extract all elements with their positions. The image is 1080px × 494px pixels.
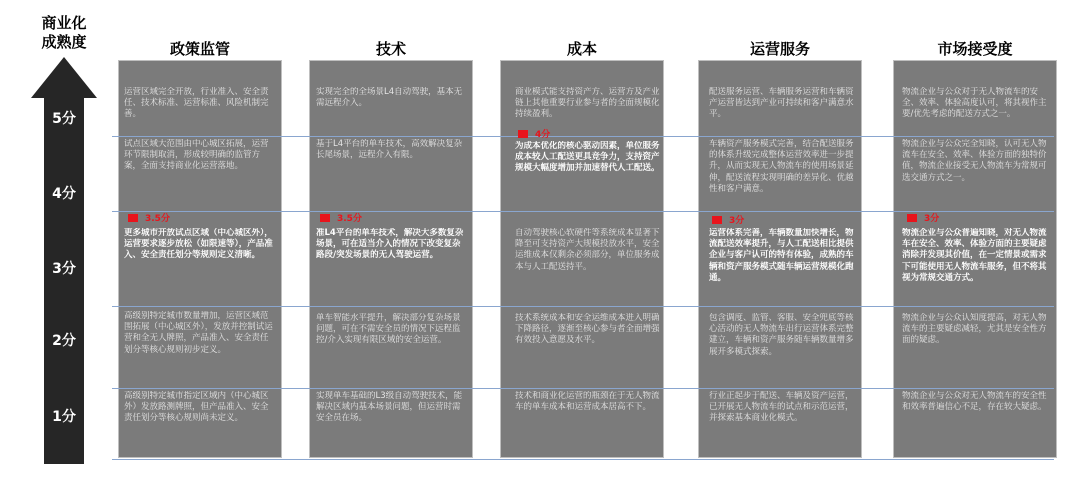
level-label-1: 1分 — [52, 409, 76, 425]
cost-level-3: 自动驾驶核心软硬件等系统成本显著下降至可支持资产大规模投放水平，安全运维成本仅剩余必须部分，单位服务成本与人工配送持平。 — [515, 228, 660, 272]
level-label-3: 3分 — [52, 261, 76, 277]
market-level-3: 物流企业与公众普遍知晓，对无人物流车在安全、效率、体验方面的主要疑虑消除并发现其价值，在一定情景或需求下可能使用无人物流车服务，但不将其视为常规交通方式。 — [902, 228, 1047, 283]
cost-level-2: 技术系统成本和安全运维成本进入明确下降路径，逐渐至核心参与者全面增强有效投入意愿及水平。 — [515, 313, 660, 346]
policy-level-2: 高级别特定城市数量增加，运营区域范围拓展（中心城区外），发放并控制试运营和全无人牌照，产品准入、安全责任划分等核心规则初步定义。 — [124, 311, 273, 355]
market-level-2: 物流企业与公众认知度提高，对无人物流车的主要疑虑减轻，尤其是安全性方面的疑虑。 — [902, 313, 1047, 346]
cost-level-1: 技术和商业化运营的瓶颈在于无人物流车的单车成本和运营成本居高不下。 — [515, 391, 660, 413]
maturity-axis-title — [22, 14, 106, 52]
row-divider — [112, 388, 1054, 389]
operations-score-badge — [712, 214, 744, 225]
red-flag-icon — [518, 130, 528, 138]
technology-level-2: 单车智能水平提升，解决部分复杂场景问题，可在不需安全员的情况下远程监控/介入实现有限区域的安全运营。 — [316, 313, 461, 346]
header-market-acceptance: 市场接受度 — [937, 40, 1013, 58]
axis-title-line2: 成熟度 — [41, 33, 87, 51]
technology-level-1: 实现单车基础的L3级自动驾驶技术，能解决区域内基本场景问题，但运营时需安全员在场。 — [316, 391, 463, 424]
row-divider — [112, 136, 1054, 137]
cost-level-5: 商业模式能支持资产方、运营方及产业链上其他重要行业参与者的全面规模化持续盈利。 — [515, 87, 660, 120]
row-divider — [112, 459, 1054, 460]
row-divider — [112, 306, 1054, 307]
operations-level-1: 行业正起步于配送、车辆及资产运营，已开展无人物流车的试点和示范运营，并探索基本商业化模式。 — [709, 391, 854, 424]
level-label-4: 4分 — [52, 186, 76, 202]
axis-title-line1: 商业化 — [41, 14, 87, 32]
market-score: 3分 — [924, 214, 940, 224]
technology-level-4: 基于L4平台的单车技术，高效解决复杂长尾场景，远程介入有限。 — [316, 139, 463, 161]
red-flag-icon — [712, 216, 722, 224]
policy-level-3: 更多城市开放试点区域（中心城区外），运营要求逐步放松（如限速等），产品准入、安全责任划分等规则定义清晰。 — [124, 228, 273, 261]
technology-level-3: 准L4平台的单车技术，解决大多数复杂场景，可在适当介入的情况下改变复杂路段/突发场景的无人驾驶运营。 — [316, 228, 464, 261]
operations-level-2: 包含调度、监管、客服、安全兜底等核心活动的无人物流车出行运营体系完整建立，车辆和资产服务随车辆数量增多展开多模式探索。 — [709, 313, 854, 357]
market-level-5: 物流企业与公众对于无人物流车的安全、效率、体验高度认可，将其视作主要/优先考虑的配送方式之一。 — [902, 87, 1047, 120]
header-cost: 成本 — [566, 40, 597, 58]
policy-score: 3.5分 — [145, 214, 170, 224]
operations-level-3: 运营体系完善，车辆数量加快增长，物流配送效率提升，与人工配送相比提供企业与客户认可的特有体验，成熟的车辆和资产服务模式随车辆运营规模化跑通。 — [709, 228, 854, 283]
cost-score-badge — [518, 128, 550, 139]
technology-level-5: 实现完全的全场景L4自动驾驶，基本无需远程介入。 — [316, 87, 463, 109]
policy-level-5: 运营区域完全开放，行业准入、安全责任、技术标准、运营标准、风险机制完善。 — [124, 87, 269, 120]
red-flag-icon — [128, 214, 138, 222]
cost-score: 4分 — [535, 130, 551, 140]
technology-score-badge — [320, 212, 362, 223]
header-policy: 政策监管 — [169, 40, 230, 58]
header-technology: 技术 — [375, 40, 406, 58]
level-label-5: 5分 — [52, 111, 76, 127]
red-flag-icon — [907, 214, 917, 222]
technology-score: 3.5分 — [337, 214, 362, 224]
operations-level-5: 配送服务运营、车辆服务运营和车辆资产运营皆达到产业可持续和客户满意水平。 — [709, 87, 854, 120]
operations-score: 3分 — [729, 216, 745, 226]
market-score-badge — [907, 212, 939, 223]
market-level-1: 物流企业与公众对无人物流车的安全性和效率普遍信心不足，存在较大疑虑。 — [902, 391, 1047, 413]
red-flag-icon — [320, 214, 330, 222]
policy-score-badge — [128, 212, 170, 223]
cost-level-4: 为成本优化的核心驱动因素，单位服务成本较人工配送更具竞争力，支持资产规模大幅度增加并加速替代人工配送。 — [515, 141, 660, 174]
policy-level-1: 高级别特定城市指定区域内（中心城区外）发放路测牌照，但产品准入、安全责任划分等核心规则尚未定义。 — [124, 391, 269, 424]
header-operations: 运营服务 — [749, 40, 810, 58]
up-arrow-icon — [31, 57, 97, 98]
operations-level-4: 车辆资产服务模式完善，结合配送服务的体系升级完成整体运营效率进一步提升，从而实现无人物流车的使用场景延伸，配送流程实现明确的差异化、优越性和客户满意。 — [709, 139, 854, 194]
market-level-4: 物流企业与公众完全知晓，认可无人物流车在安全、效率、体验方面的独特价值，物流企业接受无人物流车为常规可选交通方式之一。 — [902, 139, 1047, 183]
level-label-2: 2分 — [52, 333, 76, 349]
policy-level-4: 试点区域大范围由中心城区拓展，运营环节限制取消，形成较明确的监管方案，全面支持商业化运营落地。 — [124, 139, 269, 172]
